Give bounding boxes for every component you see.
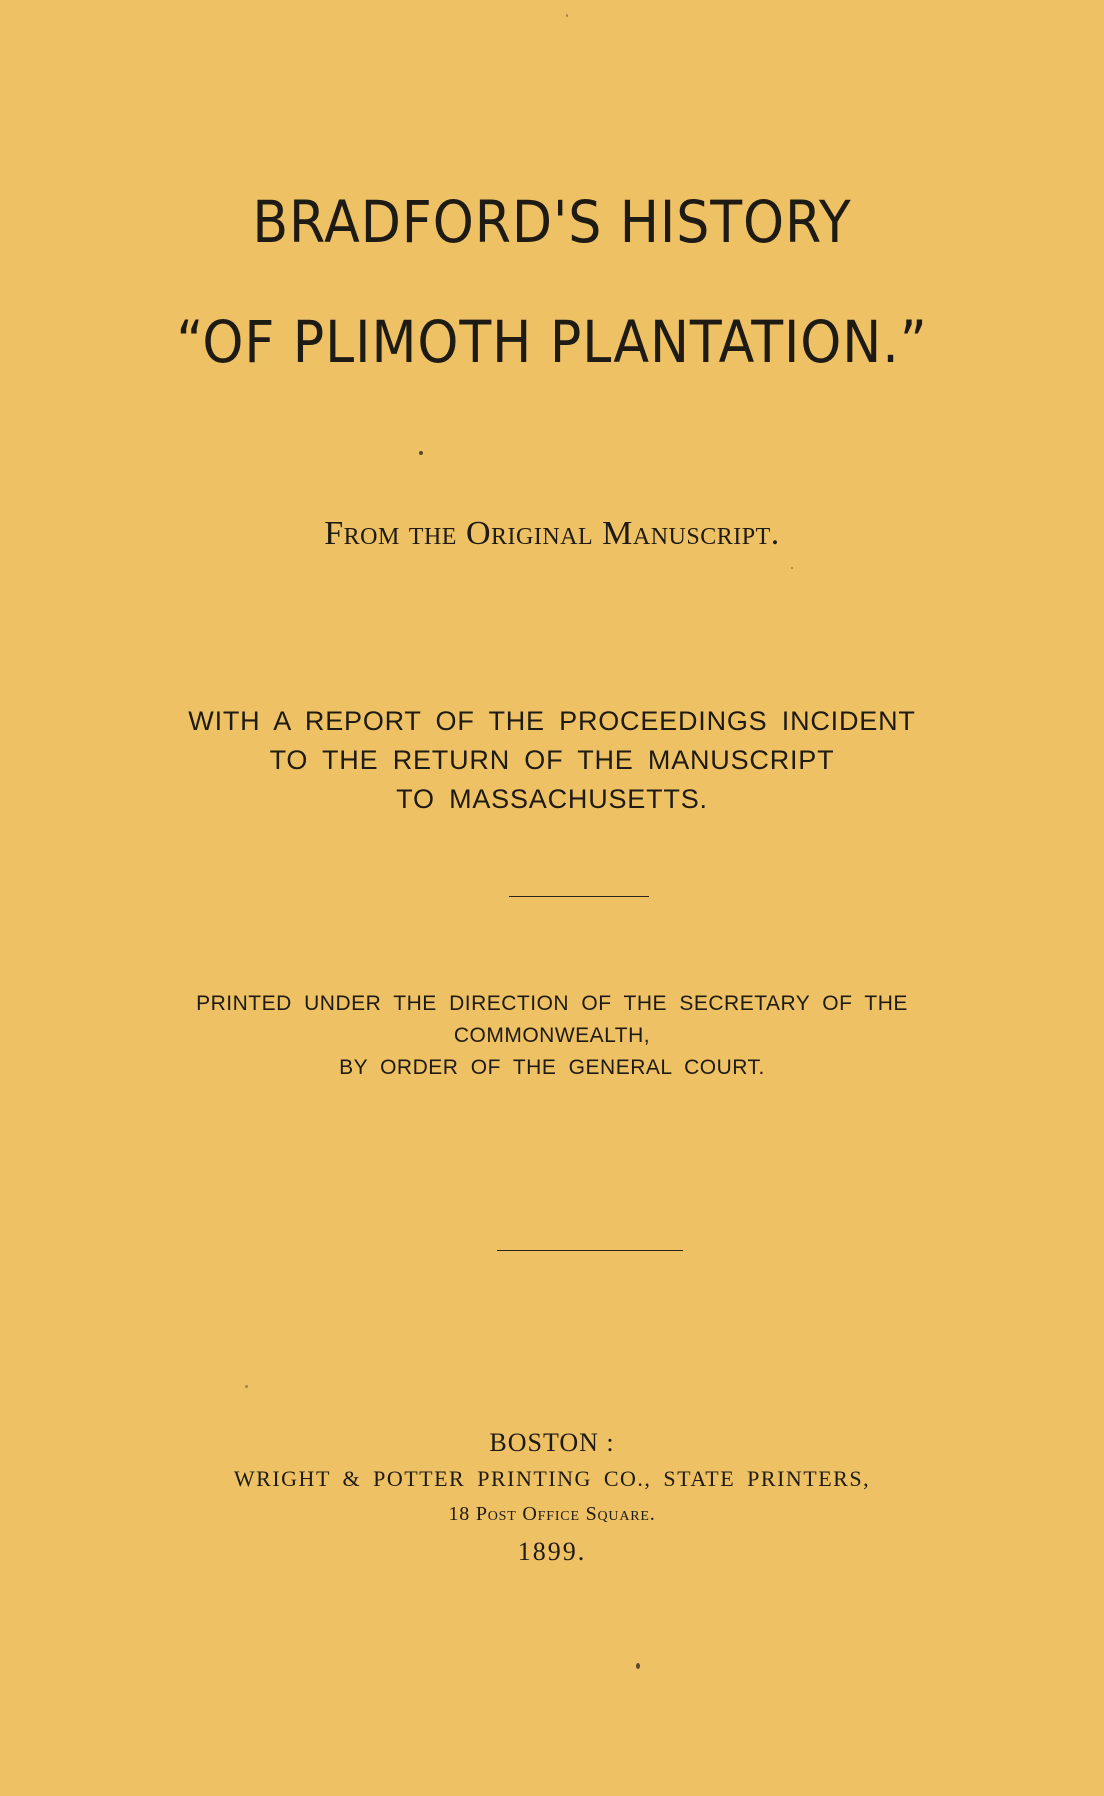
imprint-printer: WRIGHT & POTTER PRINTING CO., STATE PRINTERS, — [233, 1466, 871, 1491]
report-line-3: TO MASSACHUSETTS. — [396, 784, 708, 814]
paper-speck — [566, 14, 568, 17]
report-line-2: TO THE RETURN OF THE MANUSCRIPT — [269, 745, 835, 775]
paper-speck — [791, 567, 793, 569]
divider-rule-1 — [509, 896, 649, 897]
subtitle: From the Original Manuscript. — [324, 515, 780, 552]
divider-rule-2 — [497, 1250, 683, 1251]
imprint-city: BOSTON : — [489, 1428, 615, 1457]
report-line-1: WITH A REPORT OF THE PROCEEDINGS INCIDENT — [188, 706, 916, 736]
imprint-year: 1899. — [517, 1537, 587, 1566]
printed-line-2: COMMONWEALTH, — [453, 1024, 651, 1047]
printed-line-3: BY ORDER OF THE GENERAL COURT. — [339, 1056, 765, 1079]
printing-authority — [0, 988, 1104, 1084]
imprint-address: 18 Post Office Square. — [448, 1503, 656, 1525]
title-line-2: “OF PLIMOTH PLANTATION.” — [176, 308, 928, 376]
paper-speck — [636, 1663, 640, 1669]
paper-speck — [419, 451, 423, 455]
report-description — [0, 702, 1104, 819]
title-line-1: BRADFORD'S HISTORY — [252, 188, 852, 256]
printed-line-1: PRINTED UNDER THE DIRECTION OF THE SECRETARY OF THE — [196, 992, 908, 1015]
paper-speck — [245, 1385, 248, 1388]
